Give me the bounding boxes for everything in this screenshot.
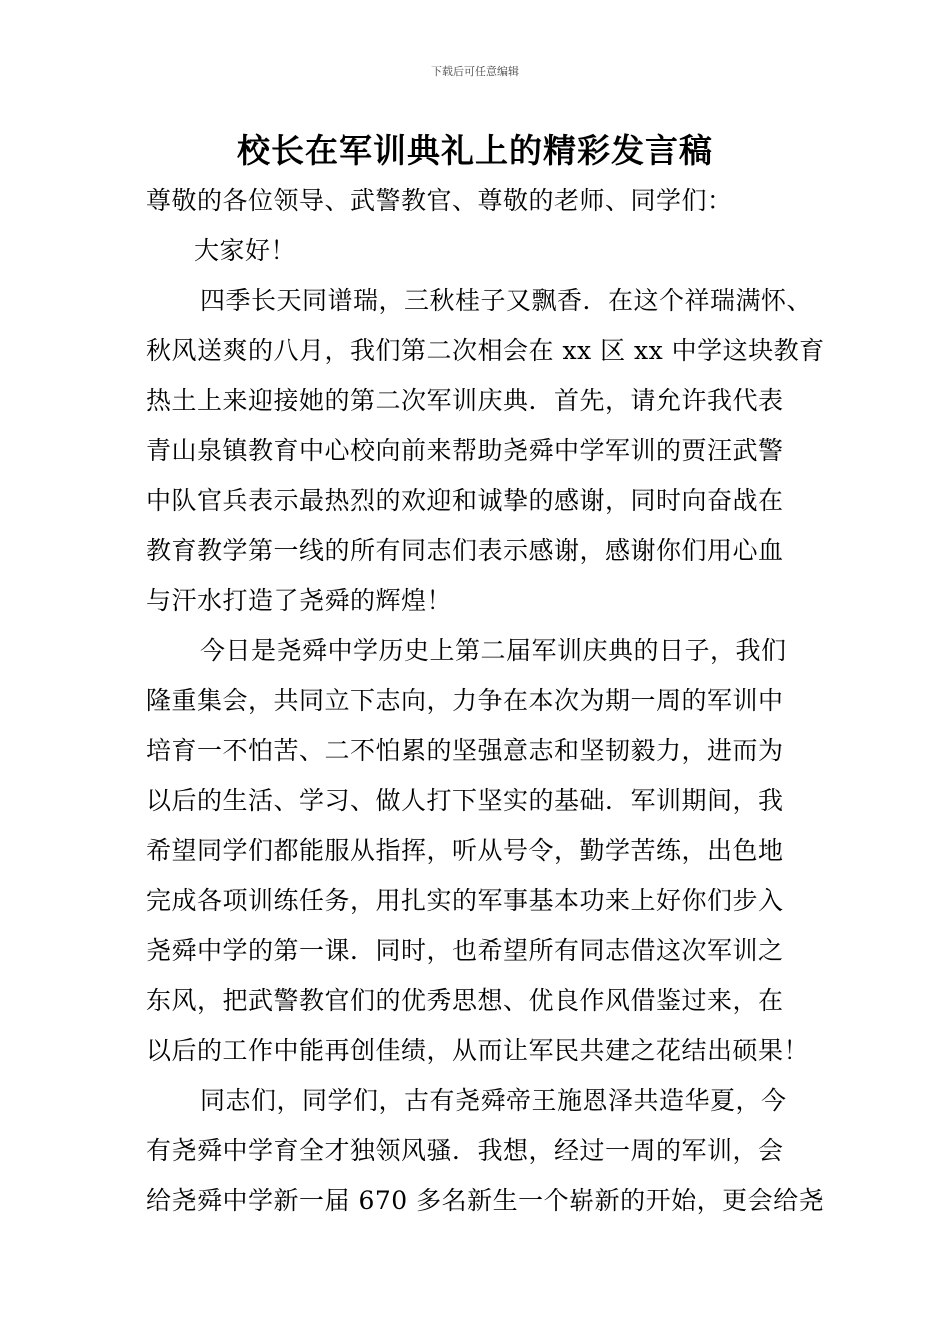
paragraph-line: 尧舜中学的第一课．同时，也希望所有同志借这次军训之: [146, 936, 784, 965]
salutation-line: 尊敬的各位领导、武警教官、尊敬的老师、同学们：: [146, 186, 733, 215]
greeting-line: 大家好！: [194, 236, 297, 265]
paragraph-line: 青山泉镇教育中心校向前来帮助尧舜中学军训的贾汪武警: [146, 436, 784, 465]
paragraph-line: 完成各项训练任务，用扎实的军事基本功来上好你们步入: [146, 886, 784, 915]
paragraph-line: 隆重集会，共同立下志向，力争在本次为期一周的军训中: [146, 686, 784, 715]
paragraph-line: 以后的生活、学习、做人打下坚实的基础．军训期间，我: [146, 786, 784, 815]
paragraph-line: 有尧舜中学育全才独领风骚．我想，经过一周的军训，会: [146, 1136, 784, 1165]
paragraph-line: 今日是尧舜中学历史上第二届军训庆典的日子，我们: [200, 636, 787, 665]
document-title: 校长在军训典礼上的精彩发言稿: [237, 131, 713, 170]
paragraph-line: 同志们，同学们，古有尧舜帝王施恩泽共造华夏，今: [200, 1086, 787, 1115]
document-body: [146, 178, 826, 1228]
header-note: 下载后可任意编辑: [431, 65, 519, 78]
paragraph-line: 给尧舜中学新一届 670 多名新生一个崭新的开始，更会给尧: [146, 1186, 825, 1215]
paragraph-line: 四季长天同谱瑞，三秋桂子又飘香．在这个祥瑞满怀、: [200, 286, 813, 315]
paragraph-line: 希望同学们都能服从指挥，听从号令，勤学苦练，出色地: [146, 836, 784, 865]
paragraph-line: 中队官兵表示最热烈的欢迎和诚挚的感谢，同时向奋战在: [146, 486, 784, 515]
paragraph-line: 与汗水打造了尧舜的辉煌！: [146, 586, 453, 615]
paragraph-line: 秋风送爽的八月，我们第二次相会在 xx 区 xx 中学这块教育: [146, 336, 825, 365]
paragraph-line: 培育一不怕苦、二不怕累的坚强意志和坚韧毅力，进而为: [146, 736, 784, 765]
paragraph-line: 东风，把武警教官们的优秀思想、优良作风借鉴过来，在: [146, 986, 784, 1015]
paragraph-line: 热土上来迎接她的第二次军训庆典．首先，请允许我代表: [146, 386, 784, 415]
paragraph-line: 以后的工作中能再创佳绩，从而让军民共建之花结出硕果！: [146, 1036, 810, 1065]
paragraph-line: 教育教学第一线的所有同志们表示感谢，感谢你们用心血: [146, 536, 784, 565]
